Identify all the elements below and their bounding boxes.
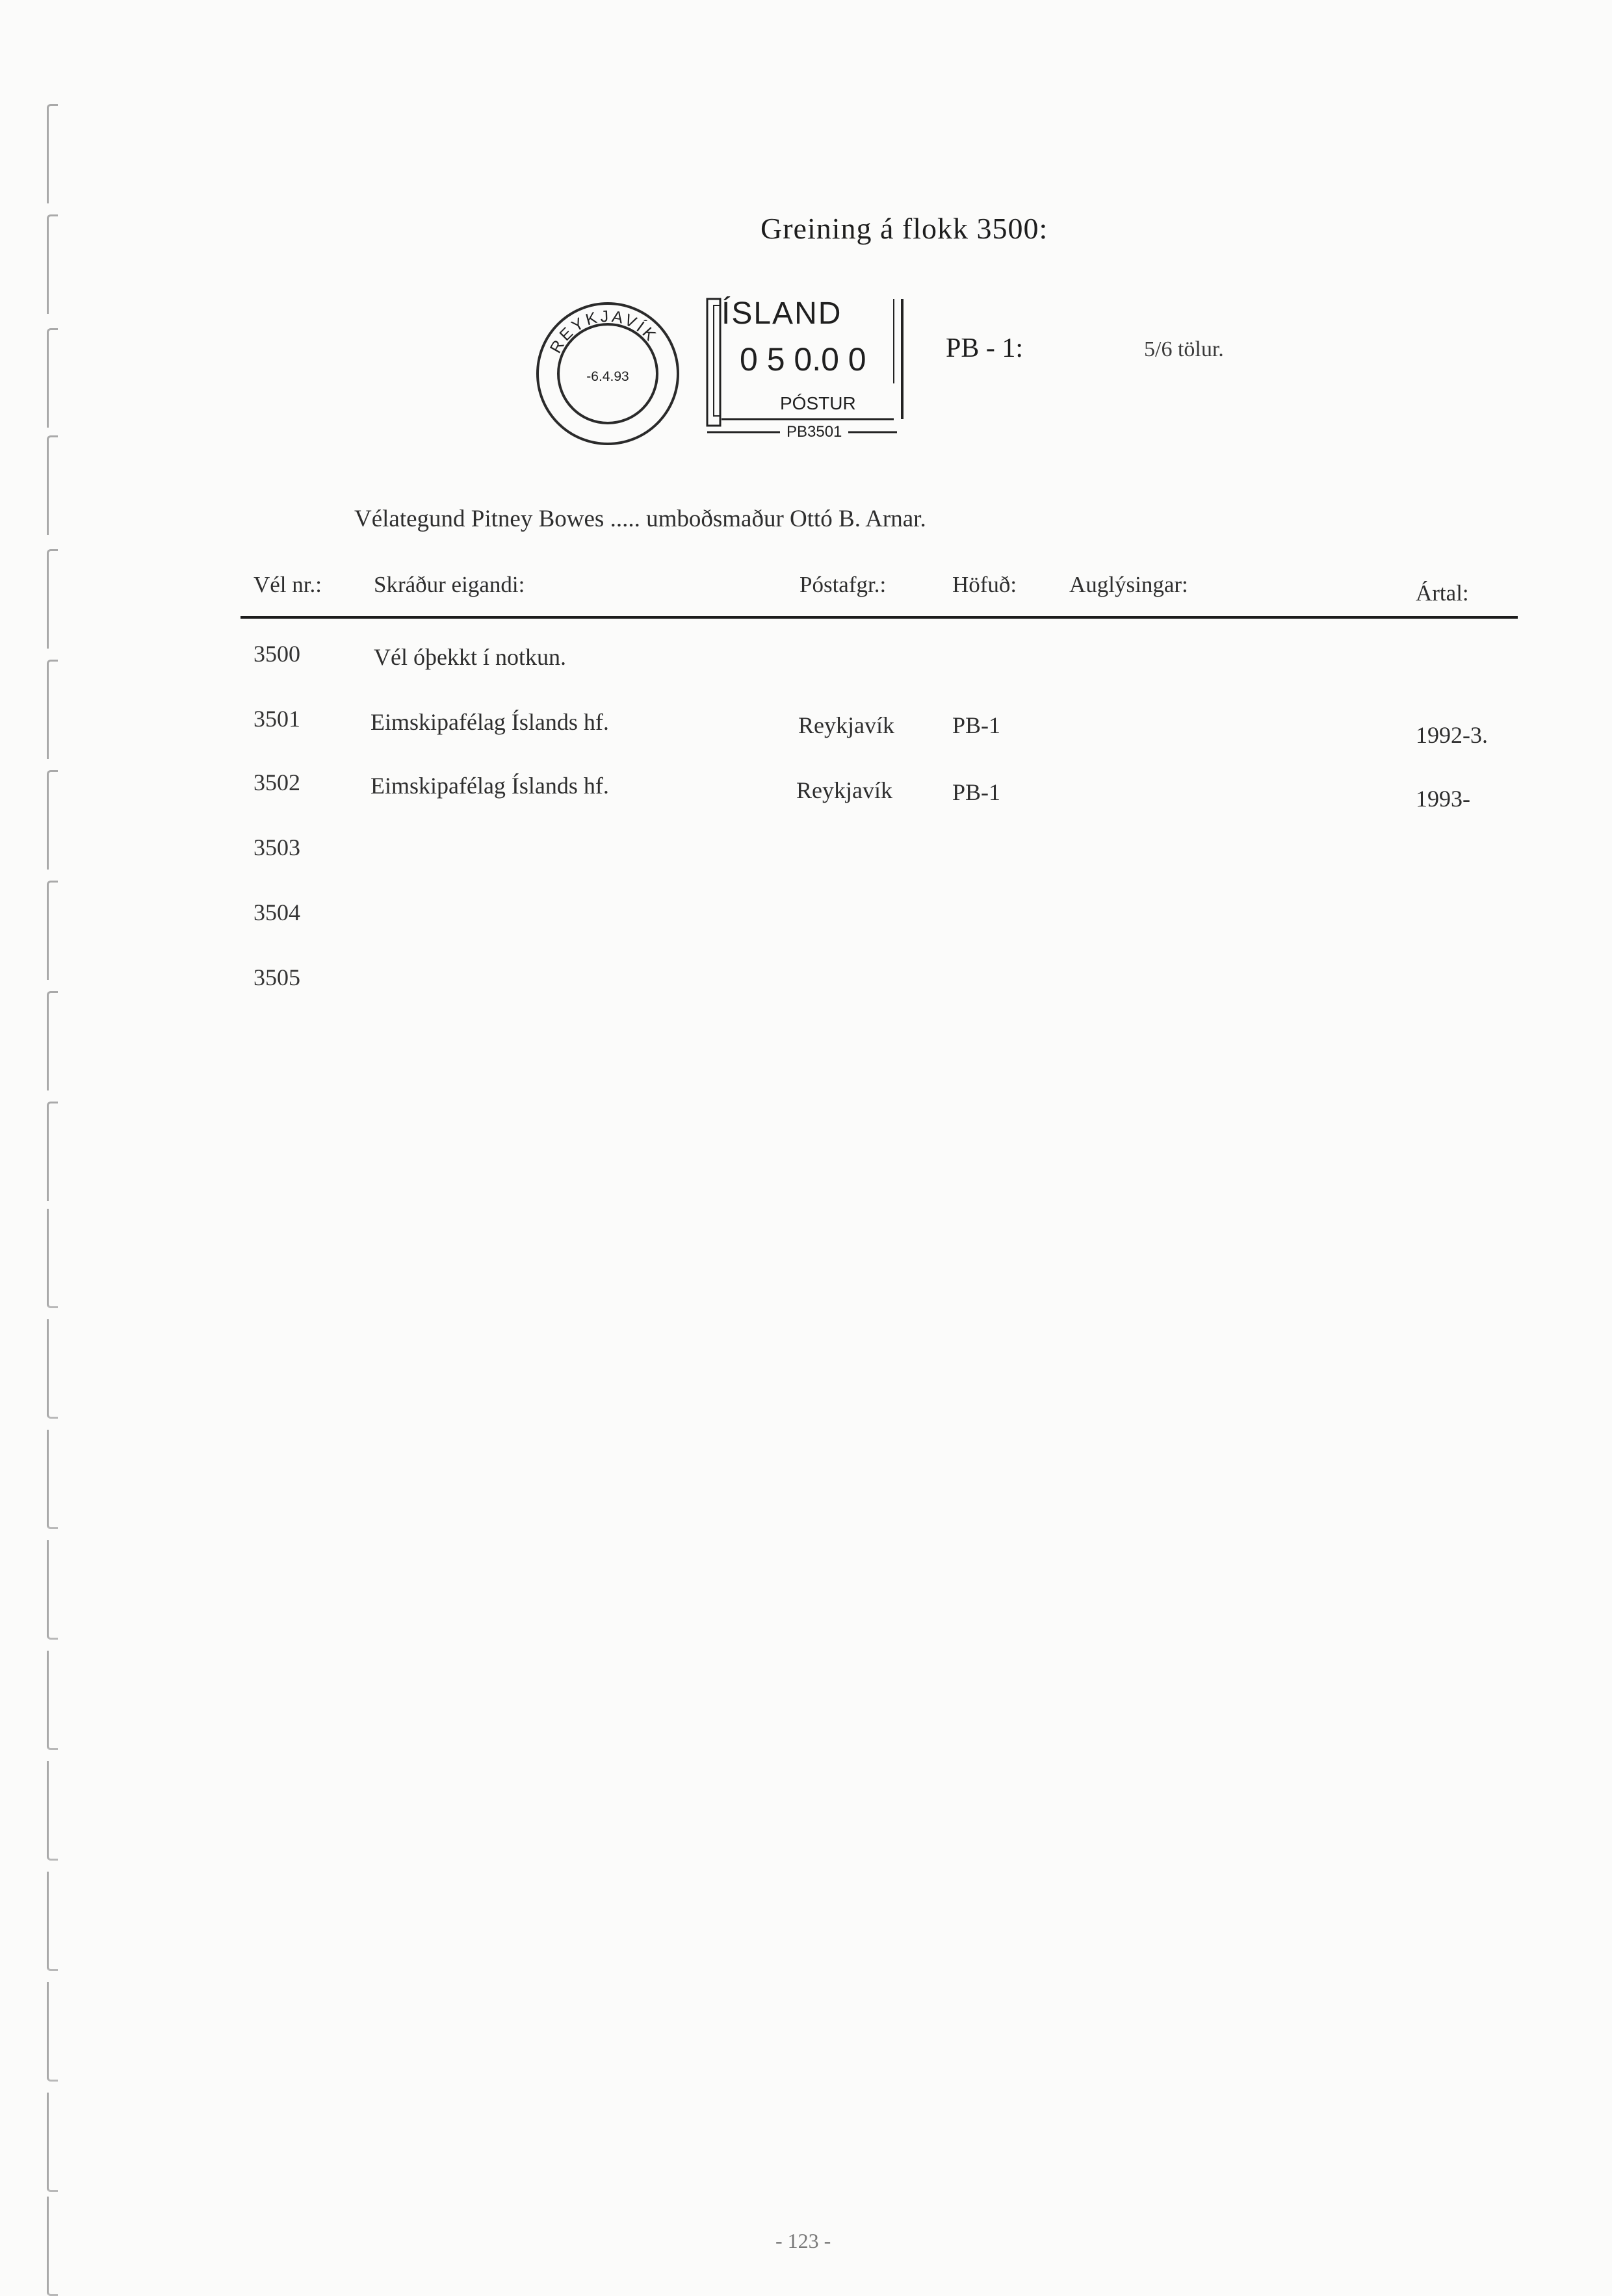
binder-hole-mark xyxy=(47,770,58,870)
row-artal: 1992-3. xyxy=(1416,722,1488,748)
binder-hole-mark xyxy=(47,991,58,1090)
row-artal: 1993- xyxy=(1416,786,1470,812)
row-owner: Vél óþekkt í notkun. xyxy=(374,644,566,670)
row-number: 3503 xyxy=(254,834,300,860)
header-owner: Skráður eigandi: xyxy=(374,572,525,597)
postal-meter-stamp xyxy=(533,286,910,455)
binder-hole-mark xyxy=(47,1651,58,1750)
header-artal: Ártal: xyxy=(1416,580,1469,606)
row-postafgr: Reykjavík xyxy=(796,777,892,803)
binder-hole-mark xyxy=(47,214,58,314)
machine-type-line: Vélategund Pitney Bowes ..... umboðsmaður Ottó B. Arnar. xyxy=(354,506,926,532)
binder-hole-mark xyxy=(47,435,58,535)
row-number: 3501 xyxy=(254,706,300,732)
header-postafgr: Póstafgr.: xyxy=(800,572,887,597)
row-owner: Eimskipafélag Íslands hf. xyxy=(370,773,609,799)
binder-hole-mark xyxy=(47,1982,58,2082)
meter-post: PÓSTUR xyxy=(780,393,856,413)
binder-hole-mark xyxy=(47,549,58,649)
header-auglysingar: Auglýsingar: xyxy=(1069,572,1188,597)
row-hofud: PB-1 xyxy=(952,712,1001,738)
binder-hole-mark xyxy=(47,1761,58,1861)
binder-hole-mark xyxy=(47,1540,58,1640)
postmark-date: -6.4.93 xyxy=(586,369,629,384)
date-postmark xyxy=(538,303,678,444)
binder-hole-mark xyxy=(47,1102,58,1201)
binder-hole-mark xyxy=(47,881,58,980)
binder-hole-mark xyxy=(47,1872,58,1971)
binder-hole-mark xyxy=(47,2197,58,2296)
binder-hole-mark xyxy=(47,2093,58,2192)
page-title: Greining á flokk 3500: xyxy=(760,212,1048,245)
row-owner: Eimskipafélag Íslands hf. xyxy=(370,709,609,735)
header-vel-nr: Vél nr.: xyxy=(254,572,322,597)
binder-hole-mark xyxy=(47,1430,58,1529)
row-number: 3500 xyxy=(254,641,300,667)
meter-frank xyxy=(707,296,902,441)
row-postafgr: Reykjavík xyxy=(798,712,894,738)
digits-note: 5/6 tölur. xyxy=(1144,337,1224,361)
binder-hole-mark xyxy=(47,1209,58,1308)
meter-amount: 0 5 0.0 0 xyxy=(740,341,866,378)
binder-hole-mark xyxy=(47,104,58,203)
row-number: 3502 xyxy=(254,769,300,795)
page-number: - 123 - xyxy=(775,2229,831,2252)
row-hofud: PB-1 xyxy=(952,779,1001,805)
binder-hole-mark xyxy=(47,660,58,759)
row-number: 3505 xyxy=(254,964,300,990)
header-hofud: Höfuð: xyxy=(952,572,1017,597)
pb-label: PB - 1: xyxy=(946,333,1024,363)
binder-hole-mark xyxy=(47,1319,58,1419)
binder-hole-mark xyxy=(47,328,58,428)
header-rule xyxy=(240,616,1518,619)
meter-code: PB3501 xyxy=(786,423,842,441)
postmark-city: REYKJAVÍK xyxy=(546,307,662,357)
meter-country: ÍSLAND xyxy=(722,296,842,331)
row-number: 3504 xyxy=(254,899,300,925)
